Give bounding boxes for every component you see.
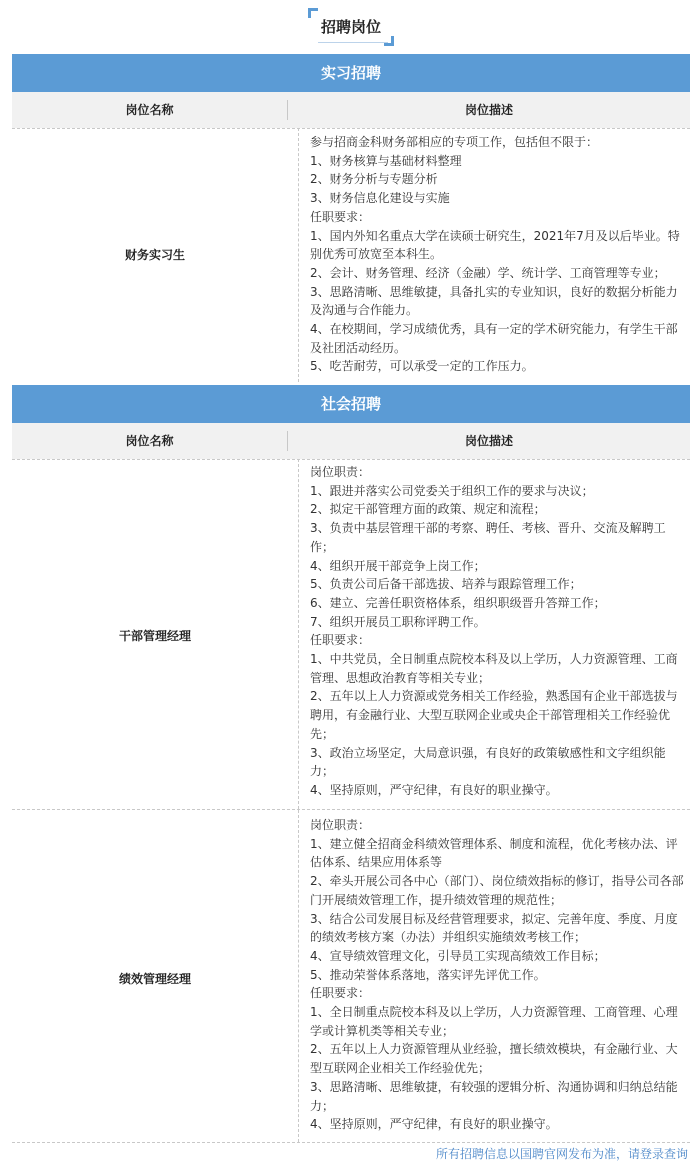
desc-line: 4、在校期间，学习成绩优秀，具有一定的学术研究能力，有学生干部及社团活动经历。 xyxy=(310,322,678,355)
job-row-cadre-manager xyxy=(12,459,690,809)
desc-line: 1、中共党员，全日制重点院校本科及以上学历，人力资源管理、工商管理、思想政治教育等相关专业； xyxy=(310,652,678,685)
column-header-desc: 岗位描述 xyxy=(464,434,513,448)
desc-line: 1、建立健全招商金科绩效管理体系、制度和流程，优化考核办法、评估体系、结果应用体系等 xyxy=(310,836,678,870)
column-header-desc: 岗位描述 xyxy=(464,103,513,117)
desc-line: 2、会计、财务管理、经济（金融）学、统计学、工商管理等专业； xyxy=(310,265,666,280)
desc-line: 任职要求： xyxy=(310,633,371,648)
job-name: 绩效管理经理 xyxy=(118,972,191,986)
desc-line: 1、财务核算与基础材料整理 xyxy=(310,153,462,168)
column-header-name: 岗位名称 xyxy=(125,103,174,117)
desc-line: 4、坚持原则，严守纪律，有良好的职业操守。 xyxy=(310,782,558,797)
job-row-performance-manager xyxy=(12,810,690,1142)
desc-line: 5、负责公司后备干部选拔、培养与跟踪管理工作； xyxy=(310,577,582,592)
desc-line: 2、牵头开展公司各中心（部门）、岗位绩效指标的修订，指导公司各部门开展绩效管理工作，提升绩效管理的规范性； xyxy=(310,874,684,907)
desc-line: 任职要求： xyxy=(310,209,371,224)
desc-line: 1、国内外知名重点大学在读硕士研究生，2021年7月及以后毕业。特别优秀可放宽至本科生。 xyxy=(310,228,680,262)
desc-line: 4、宣导绩效管理文化，引导员工实现高绩效工作目标； xyxy=(310,948,606,963)
desc-line: 3、思路清晰、思维敏捷，有较强的逻辑分析、沟通协调和归纳总结能力； xyxy=(310,1079,678,1113)
desc-line: 3、结合公司发展目标及经营管理要求，拟定、完善年度、季度、月度的绩效考核方案（办法）并组织实施绩效考核工作； xyxy=(310,911,678,945)
intern-column-header xyxy=(12,92,690,128)
footer-note-link[interactable]: 所有招聘信息以国聘官网发布为准，请登录查询 xyxy=(435,1147,688,1161)
desc-line: 4、组织开展干部竞争上岗工作； xyxy=(310,558,486,573)
title-box xyxy=(308,8,394,46)
desc-line: 6、建立、完善任职资格体系，组织职级晋升答辩工作； xyxy=(310,595,606,610)
desc-line: 岗位职责： xyxy=(310,818,371,832)
desc-line: 1、跟进并落实公司党委关于组织工作的要求与决议； xyxy=(310,483,594,498)
desc-line: 3、政治立场坚定，大局意识强，有良好的政策敏感性和文字组织能力； xyxy=(310,745,666,779)
social-column-header xyxy=(12,423,690,459)
desc-line: 5、吃苦耐劳，可以承受一定的工作压力。 xyxy=(310,359,534,374)
desc-line: 1、全日制重点院校本科及以上学历，人力资源管理、工商管理、心理学或计算机类等相关专业； xyxy=(310,1005,678,1038)
column-header-name: 岗位名称 xyxy=(125,434,174,448)
desc-line: 2、拟定干部管理方面的政策、规定和流程； xyxy=(310,502,546,517)
desc-line: 5、推动荣誉体系落地，落实评先评优工作。 xyxy=(310,967,546,982)
desc-line: 2、财务分析与专题分析 xyxy=(310,172,438,187)
job-name: 财务实习生 xyxy=(124,248,185,262)
job-description xyxy=(299,463,690,800)
page-title: 招聘岗位 xyxy=(320,18,381,36)
section-header-intern: 实习招聘 xyxy=(12,54,690,92)
section-header-social: 社会招聘 xyxy=(12,385,690,423)
page-header xyxy=(0,0,700,50)
desc-line: 岗位职责： xyxy=(310,465,371,479)
desc-line: 参与招商金科财务部相应的专项工作，包括但不限于： xyxy=(310,135,599,149)
job-row-finance-intern xyxy=(12,128,690,382)
desc-line: 2、五年以上人力资源或党务相关工作经验，熟悉国有企业干部选拔与聘用，有金融行业、大型互联网企业或央企干部管理相关工作经验优先； xyxy=(310,689,678,741)
desc-line: 任职要求： xyxy=(310,986,371,1001)
row-divider xyxy=(12,1142,690,1143)
desc-line: 3、负责中基层管理干部的考察、聘任、考核、晋升、交流及解聘工作； xyxy=(310,521,666,554)
desc-line: 3、思路清晰、思维敏捷，具备扎实的专业知识，良好的数据分析能力及沟通与合作能力。 xyxy=(310,284,678,318)
desc-line: 7、组织开展员工职称评聘工作。 xyxy=(310,614,486,629)
job-description xyxy=(299,816,690,1134)
job-description xyxy=(299,133,690,376)
desc-line: 4、坚持原则，严守纪律，有良好的职业操守。 xyxy=(310,1117,558,1132)
desc-line: 2、五年以上人力资源管理从业经验，擅长绩效模块，有金融行业、大型互联网企业相关工作经验优先； xyxy=(310,1042,678,1076)
job-name: 干部管理经理 xyxy=(118,629,191,643)
desc-line: 3、财务信息化建设与实施 xyxy=(310,191,450,206)
